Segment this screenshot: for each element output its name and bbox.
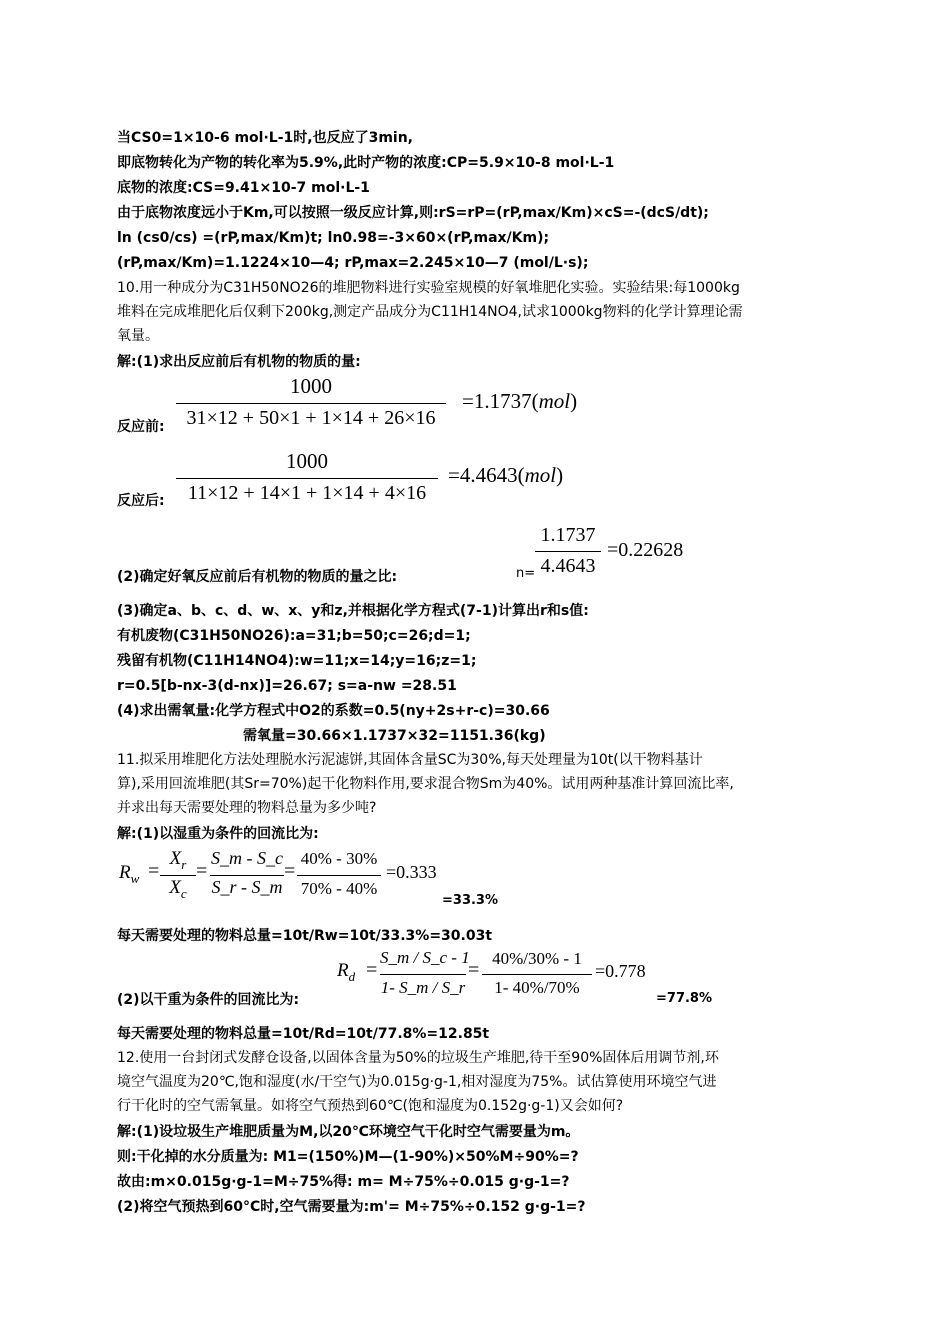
rw-result: =0.333 [386, 862, 437, 882]
solution-step: 有机废物(C31H50NO26):a=31;b=50;c=26;d=1; [117, 628, 471, 644]
question-11: 11.拟采用堆肥化方法处理脱水污泥滤饼,其固体含量SC为30%,每天处理量为10t(以干物料基计 [117, 752, 703, 768]
text-line: ln (cs0/cs) =(rP,max/Km)t; ln0.98=-3×60×(rP,max/Km); [117, 230, 550, 246]
equals-sign: = [148, 860, 160, 882]
text-line: (rP,max/Km)=1.1224×10—4; rP,max=2.245×10—7 (mol/L·s); [117, 255, 589, 271]
solution-step: r=0.5[b-nx-3(d-nx)]=26.67; s=a-nw =28.51 [117, 678, 457, 694]
solution-step: (3)确定a、b、c、d、w、x、y和z,并根据化学方程式(7-1)计算出r和s值: [117, 603, 589, 619]
solution-step: 每天需要处理的物料总量=10t/Rw=10t/33.3%=30.03t [117, 928, 493, 944]
question-12: 12.使用一台封闭式发酵仓设备,以固体含量为50%的垃圾生产堆肥,待干至90%固体后用调节剂,环 [117, 1050, 719, 1066]
formula-ratio: 1.1737 4.4643 [535, 522, 605, 584]
question-12: 境空气温度为20℃,饱和湿度(水/干空气)为0.015g·g-1,相对湿度为75%。试估算使用环境空气进 [117, 1074, 717, 1090]
question-12: 行干化时的空气需氧量。如将空气预热到60℃(饱和湿度为0.152g·g-1)又会如何? [117, 1098, 624, 1114]
rw-percent: =33.3% [442, 893, 498, 908]
solution-step: 解:(1)以湿重为条件的回流比为: [117, 826, 319, 842]
rd-result: =0.778 [595, 961, 646, 981]
formula-after-result: =4.4643(mol) [448, 463, 564, 487]
text-line: 由于底物浓度远小于Km,可以按照一级反应计算,则:rS=rP=(rP,max/Km)×cS=-(dcS/dt); [117, 205, 709, 221]
question-10: 氧量。 [117, 328, 159, 344]
rw-symbol: $R_w$ [119, 862, 140, 886]
equals-sign: = [284, 860, 296, 882]
n-label: n= [516, 566, 536, 581]
solution-step: 解:(1)求出反应前后有机物的物质的量: [117, 354, 361, 370]
solution-step: 每天需要处理的物料总量=10t/Rd=10t/77.8%=12.85t [117, 1026, 490, 1042]
rw-fraction-x: $X_r$ $X_c$ [160, 846, 200, 906]
formula-ratio-result: =0.22628 [607, 539, 684, 561]
rd-symbol: $R_d$ [337, 960, 356, 984]
solution-step: (2)将空气预热到60°C时,空气需要量为:m'= M÷75%÷0.152 g·g-1=? [117, 1199, 586, 1215]
formula-after: 1000 11×12 + 14×1 + 1×14 + 4×16 [176, 447, 456, 509]
solution-step: (4)求出需氧量:化学方程式中O2的系数=0.5(ny+2s+r-c)=30.66 [117, 703, 550, 719]
question-10: 10.用一种成分为C31H50NO26的堆肥物料进行实验室规模的好氧堆肥化实验。实验结果:每1000kg [117, 280, 740, 296]
equals-sign: = [366, 959, 378, 981]
solution-step: 故由:m×0.015g·g-1=M÷75%得: m= M÷75%÷0.015 g·g-1=? [117, 1174, 570, 1190]
rw-fraction-values: 40% - 30% 70% - 40% [297, 846, 383, 906]
solution-step: 残留有机物(C11H14NO4):w=11;x=14;y=16;z=1; [117, 653, 477, 669]
question-11: 算),采用回流堆肥(其Sr=70%)起干化物料作用,要求混合物Sm为40%。试用两种基准计算回流比率, [117, 776, 734, 792]
formula-before: 1000 31×12 + 50×1 + 1×14 + 26×16 [176, 372, 456, 434]
solution-step: 则:干化掉的水分质量为: M1=(150%)M—(1-90%)×50%M÷90%=? [117, 1149, 579, 1165]
after-label: 反应后: [117, 493, 165, 509]
question-11: 并求出每天需要处理的物料总量为多少吨? [117, 800, 377, 816]
rd-fraction-s: S_m / S_c - 1 1- S_m / S_r [380, 948, 470, 997]
solution-step: 解:(1)设垃圾生产堆肥质量为M,以20℃环境空气干化时空气需要量为m。 [117, 1124, 580, 1140]
rd-fraction-values: 40%/30% - 1 1- 40%/70% [482, 946, 594, 1006]
text-line: 当CS0=1×10-6 mol·L-1时,也反应了3min, [117, 130, 413, 146]
solution-step: (2)以干重为条件的回流比为: [117, 992, 300, 1008]
solution-step: 需氧量=30.66×1.1737×32=1151.36(kg) [243, 728, 546, 744]
solution-step: (2)确定好氧反应前后有机物的物质的量之比: [117, 569, 398, 585]
text-line: 底物的浓度:CS=9.41×10-7 mol·L-1 [117, 180, 370, 196]
equals-sign: = [196, 860, 208, 882]
rd-percent: =77.8% [656, 991, 712, 1006]
text-line: 即底物转化为产物的转化率为5.9%,此时产物的浓度:CP=5.9×10-8 mol·L-1 [117, 155, 615, 171]
equals-sign: = [468, 959, 480, 981]
rw-fraction-s: S_m - S_c S_r - S_m [211, 848, 283, 897]
formula-before-result: =1.1737(mol) [462, 389, 578, 413]
question-10: 堆料在完成堆肥化后仅剩下200kg,测定产品成分为C11H14NO4,试求1000kg物料的化学计算理论需 [117, 304, 743, 320]
before-label: 反应前: [117, 419, 165, 435]
